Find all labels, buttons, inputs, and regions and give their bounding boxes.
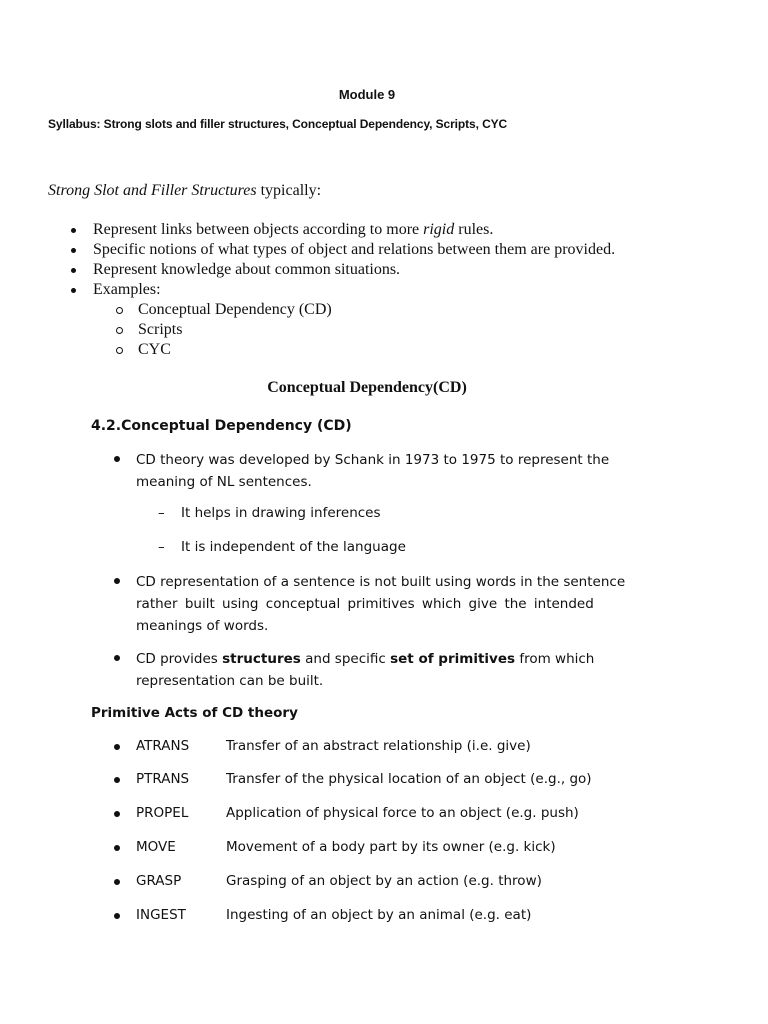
intro-line [48,182,321,200]
list-item: Represent knowledge about common situations. [93,261,400,279]
act-name: PTRANS [136,771,190,787]
example-item: CYC [138,341,171,359]
intro-rest: typically: [256,182,322,199]
section-title: Conceptual Dependency(CD) [267,379,467,396]
example-item: Scripts [138,321,182,339]
act-description: Application of physical force to an object (e.g. push) [226,805,579,821]
paragraph-item: CD provides structures and specific set of primitives from which representation can be built. [136,648,594,692]
primitive-act-row [136,907,532,923]
act-name: GRASP [136,873,182,889]
paragraph-item: CD representation of a sentence is not built using words in the sentence rather built using conceptual primitives which give the intended meanings of words. [136,571,625,637]
bullet-icon [114,845,120,851]
bullet-icon [71,228,76,233]
act-name: MOVE [136,839,176,855]
bullet-icon [71,248,76,253]
act-name: INGEST [136,907,186,923]
sub-point: – It helps in drawing inferences [158,505,381,521]
act-description: Transfer of an abstract relationship (i.e. give) [226,738,531,754]
intro-italic: Strong Slot and Filler Structures [48,182,257,199]
bullet-icon [114,578,120,584]
module-title: Module 9 [338,87,396,102]
bullet-icon [114,811,120,817]
syllabus-line: Syllabus: Strong slots and filler structures, Conceptual Dependency, Scripts, CYC [48,117,508,131]
bullet-icon [71,288,76,293]
primitive-act-row [136,771,592,787]
primitive-acts-heading: Primitive Acts of CD theory [91,705,298,721]
primitive-act-row [136,839,556,855]
bullet-icon [114,777,120,783]
dash-icon: – [158,539,165,555]
bullet-icon [71,268,76,273]
list-item: Examples: [93,281,161,299]
primitive-act-row [136,738,531,754]
subsection-title: 4.2.Conceptual Dependency (CD) [91,418,352,434]
bullet-icon [114,744,120,750]
bullet-icon [114,879,120,885]
circle-bullet-icon [116,347,123,354]
dash-icon: – [158,505,165,521]
example-item: Conceptual Dependency (CD) [138,301,332,319]
act-description: Movement of a body part by its owner (e.g. kick) [226,839,556,855]
bullet-icon [114,655,120,661]
circle-bullet-icon [116,327,123,334]
bullet-icon [114,913,120,919]
bullet-icon [114,456,120,462]
act-description: Ingesting of an object by an animal (e.g. eat) [226,907,532,923]
primitive-act-row [136,805,579,821]
sub-point: – It is independent of the language [158,539,406,555]
act-description: Grasping of an object by an action (e.g. throw) [226,873,542,889]
act-name: ATRANS [136,738,190,754]
act-description: Transfer of the physical location of an object (e.g., go) [226,771,592,787]
paragraph-item: CD theory was developed by Schank in 1973 to 1975 to represent the meaning of NL sentences. [136,449,609,493]
list-item: Specific notions of what types of object and relations between them are provided. [93,241,615,259]
list-item: Represent links between objects according to more rigid rules. [93,221,493,239]
circle-bullet-icon [116,307,123,314]
primitive-act-row [136,873,542,889]
act-name: PROPEL [136,805,189,821]
